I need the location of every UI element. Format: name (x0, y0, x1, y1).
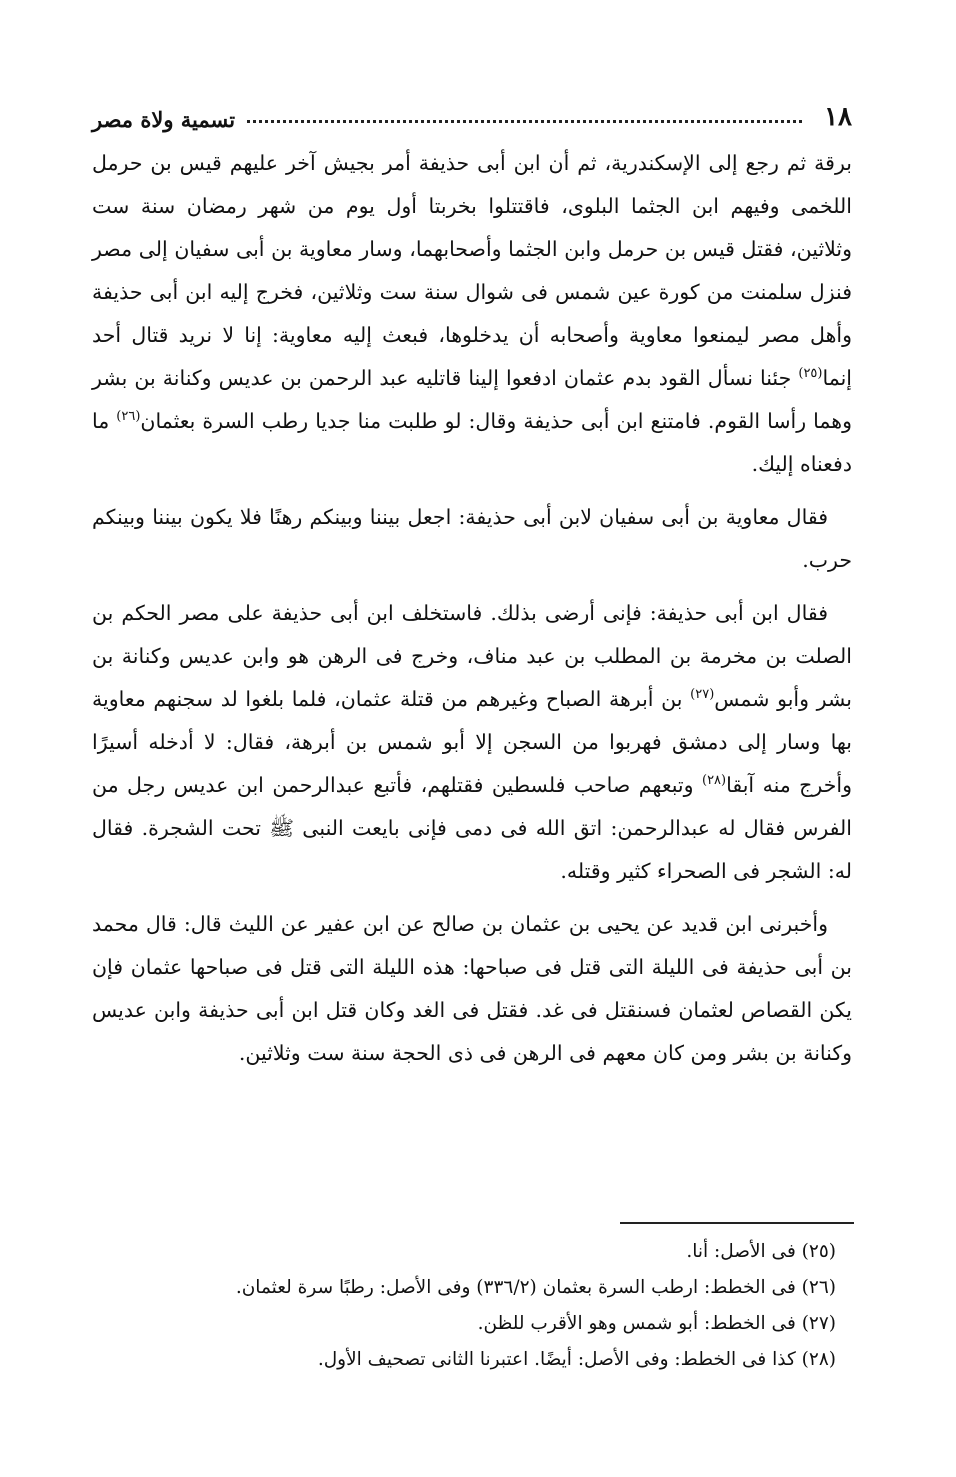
paragraph-3-part-c: وتبعهم صاحب فلسطين فقتلهم، فأتبع عبدالرحمن ابن عديس رجل من الفرس فقال له عبدالرحمن: اتق الله فى دمى فإنى بايعت النبى ﷺ تحت الشجرة. فقال له: الشجر فى الصحراء كثير وقتله. (92, 773, 852, 883)
paragraph-1-part-b: جئنا نسأل القود بدم عثمان ادفعوا إلينا قاتليه عبد الرحمن بن عديس وكنانة بن بشر وهما رأسا القوم. فامتنع ابن أبى حذيفة وقال: لو طلبت منا جديا رطب السرة بعثمان (92, 366, 852, 433)
page-header (92, 92, 852, 132)
paragraph-4: وأخبرنى ابن قديد عن يحيى بن عثمان بن صالح عن ابن عفير عن الليث قال: قال محمد بن أبى حذيفة فى الليلة التى قتل فى صباحها: هذه الليلة التى قتل فى صباحها عثمان فإن يكن القصاص لعثمان فسنقتل فى غد. فقتل فى الغد وكان قتل ابن أبى حذيفة وابن عديس وكنانة بن بشر ومن كان معهم فى الرهن فى ذى الحجة سنة ست وثلاثين. (92, 912, 852, 1065)
footnote-separator (620, 1222, 854, 1224)
main-text (92, 142, 852, 1075)
footnote-28: (٢٨) كذا فى الخطط: وفى الأصل: أيضًا. اعتبرنا الثانى تصحيف الأول. (317, 1349, 836, 1370)
running-title: تسمية ولاة مصر (92, 107, 236, 132)
footnote-ref-25: (٢٥) (798, 366, 823, 382)
paragraph-1 (92, 142, 852, 486)
footnotes (92, 1234, 836, 1378)
paragraph-1-part-c: ما دفعناه إليك. (92, 409, 852, 476)
footnote-27: (٢٧) فى الخطط: أبو شمس وهو الأقرب للظن. (477, 1313, 836, 1334)
paragraph-2: فقال معاوية بن أبى سفيان لابن أبى حذيفة: اجعل بيننا وبينكم رهنًا فلا يكون بيننا وبينكم حرب. (92, 505, 852, 572)
paragraph-3 (92, 592, 852, 893)
page-number: ١٨ (824, 102, 852, 132)
footnote-26: (٢٦) فى الخطط: ارطب السرة بعثمان (٣٣٦/٢) وفى الأصل: رطبًا سرة لعثمان. (235, 1277, 836, 1298)
dotted-leader (247, 120, 802, 123)
paragraph-3-part-b: بن أبرهة الصباح وغيرهم من قتلة عثمان، فلما بلغوا لد سجنهم معاوية بها وسار إلى دمشق فهربوا من السجن إلا أبو شمس بن أبرهة، فقال: لا أدخله أسيرًا وأخرج منه آبقا (92, 687, 852, 797)
footnote-25: (٢٥) فى الأصل: أنا. (686, 1241, 836, 1262)
footnote-ref-28: (٢٨) (701, 773, 727, 789)
paragraph-3-part-a: فقال ابن أبى حذيفة: فإنى أرضى بذلك. فاستخلف ابن أبى حذيفة على مصر الحكم بن الصلت بن مخرمة بن المطلب بن عبد مناف، وخرج فى الرهن هو وابن عديس وكنانة بن بشر وأبو شمس (92, 601, 852, 711)
paragraph-1-part-a: برقة ثم رجع إلى الإسكندرية، ثم أن ابن أبى حذيفة أمر بجيش آخر عليهم قيس بن حرمل اللخمى وفيهم ابن الجثما البلوى، فاقتتلوا بخربتا أول يوم من شهر رمضان سنة ست وثلاثين، فقتل قيس بن حرمل وابن الجثما وأصحابهما، وسار معاوية بن أبى سفيان إلى مصر فنزل سلمنت من كورة عين شمس فى شوال سنة ست وثلاثين، فخرج إليه ابن أبى حذيفة وأهل مصر ليمنعوا معاوية وأصحابه أن يدخلوها، فبعث إليه معاوية: إنا لا نريد قتال أحد إنما (92, 151, 852, 390)
footnote-ref-27: (٢٧) (690, 687, 715, 703)
footnote-ref-26: (٢٦) (116, 409, 141, 425)
